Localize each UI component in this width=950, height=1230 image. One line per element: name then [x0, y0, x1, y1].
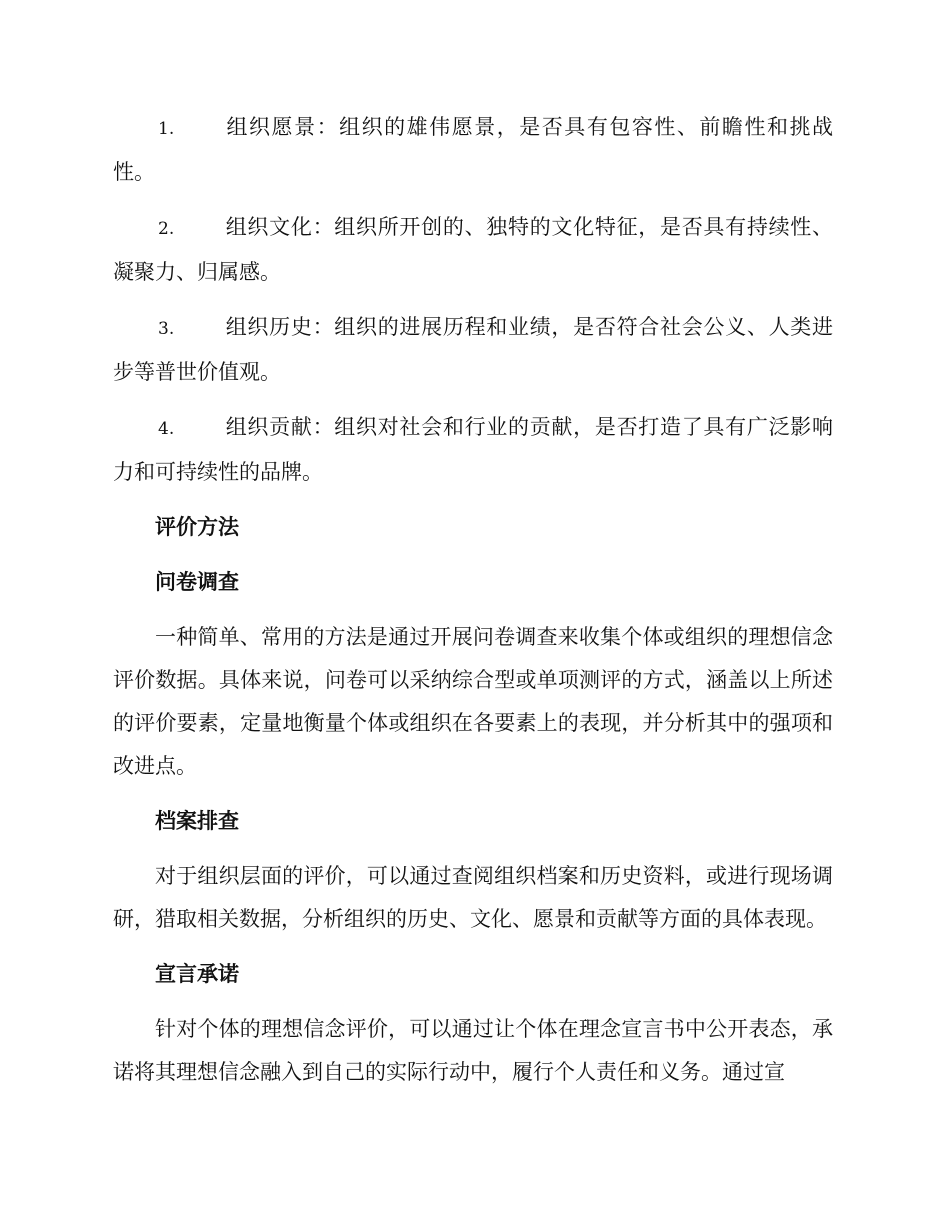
list-item-text: 组织文化：组织所开创的、独特的文化特征，是否具有持续性、凝聚力、归属感。 [113, 215, 833, 284]
list-item-number: 1. [158, 119, 175, 139]
list-item-number: 2. [158, 219, 175, 239]
archive-paragraph: 对于组织层面的评价，可以通过查阅组织档案和历史资料，或进行现场调研，猎取相关数据，分析组织的历史、文化、愿景和贡献等方面的具体表现。 [113, 864, 833, 931]
list-item-number: 3. [158, 319, 175, 339]
questionnaire-paragraph: 一种简单、常用的方法是通过开展问卷调查来收集个体或组织的理想信念评价数据。具体来说，问卷可以采纳综合型或单项测评的方式，涵盖以上所述的评价要素，定量地衡量个体或组织在各要素上的表现，并分析其中的强项和改进点。 [113, 625, 833, 778]
questionnaire-heading: 问卷调查 [155, 570, 239, 594]
section-title: 评价方法 [155, 515, 239, 539]
list-item-number: 4. [158, 419, 175, 439]
list-item [113, 306, 833, 394]
list-item-text: 组织历史：组织的进展历程和业绩，是否符合社会公义、人类进步等普世价值观。 [113, 315, 833, 384]
document-content [113, 106, 833, 1106]
pledge-heading: 宣言承诺 [155, 962, 239, 986]
list-item [113, 406, 833, 494]
list-item-text: 组织愿景：组织的雄伟愿景，是否具有包容性、前瞻性和挑战性。 [113, 115, 833, 184]
list-item [113, 206, 833, 294]
list-item [113, 106, 833, 194]
archive-heading: 档案排查 [155, 809, 239, 833]
list-item-text: 组织贡献：组织对社会和行业的贡献，是否打造了具有广泛影响力和可持续性的品牌。 [113, 415, 833, 484]
pledge-paragraph: 针对个体的理想信念评价，可以通过让个体在理念宣言书中公开表态，承诺将其理想信念融入到自己的实际行动中，履行个人责任和义务。通过宣 [113, 1017, 833, 1084]
